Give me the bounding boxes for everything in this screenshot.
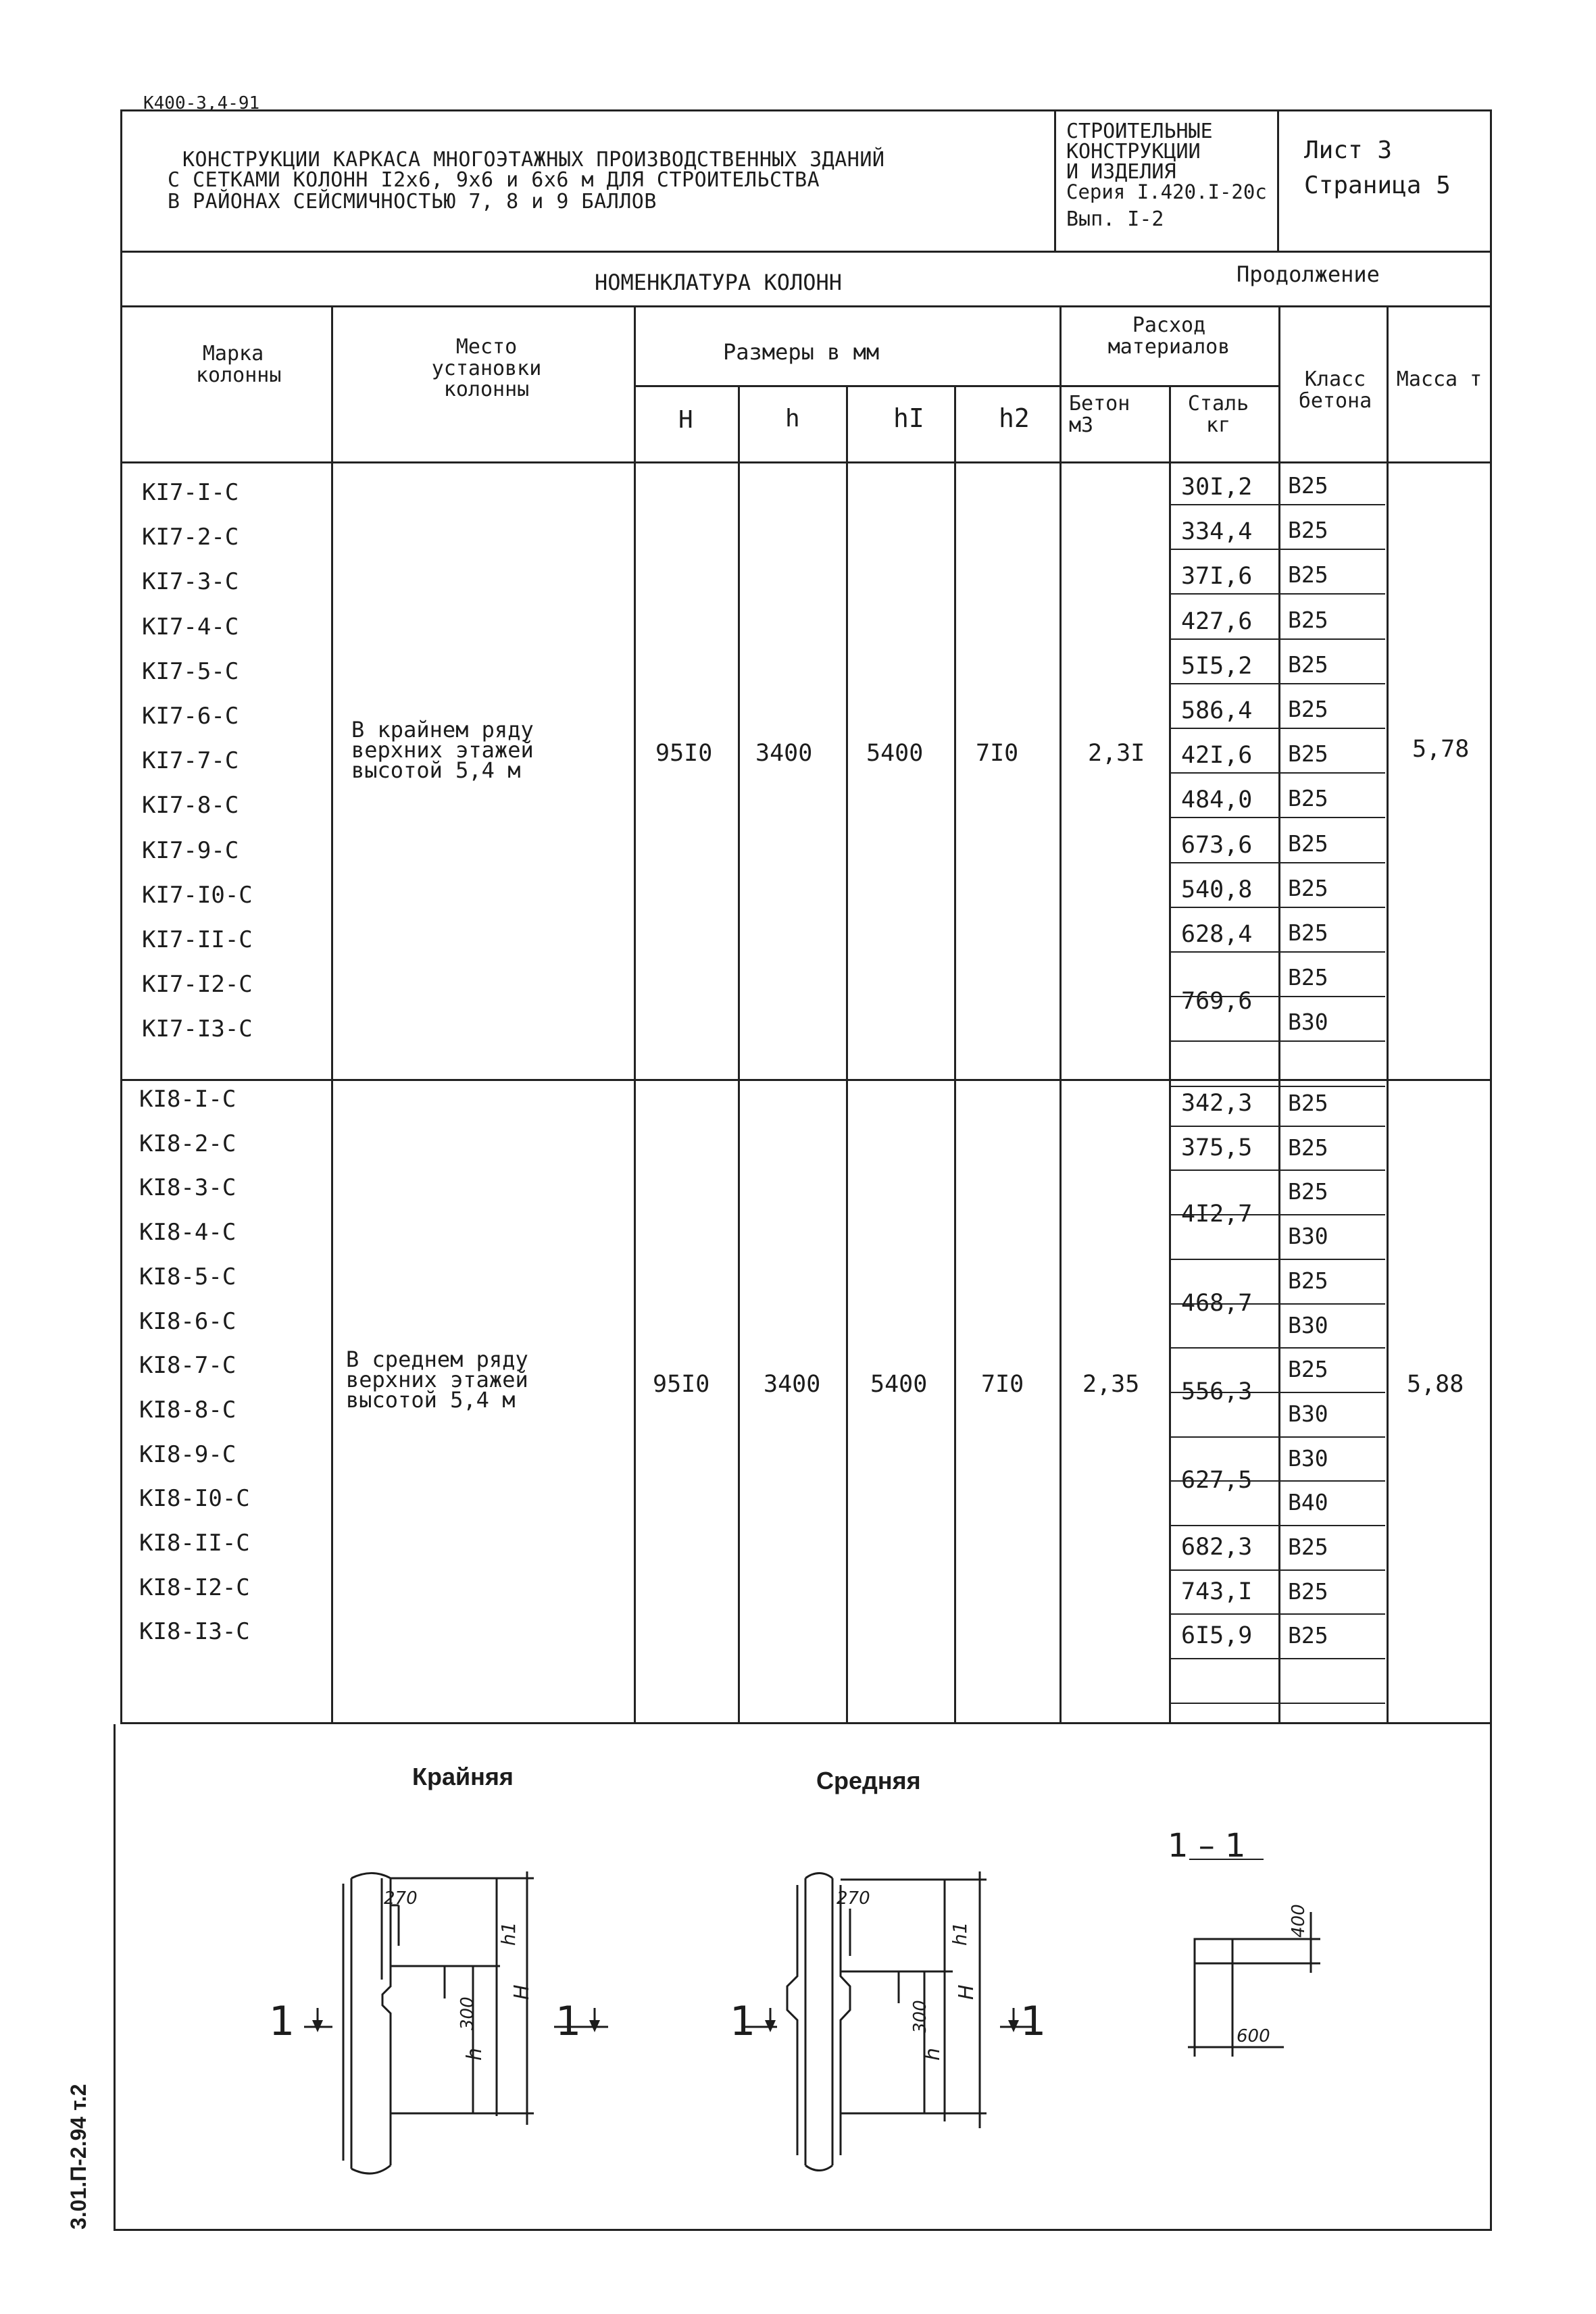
table-caption: НОМЕНКЛАТУРА КОЛОНН bbox=[595, 270, 843, 295]
col-header-mark: Марка колонны bbox=[196, 342, 282, 387]
concrete-class: В25 bbox=[1288, 606, 1328, 633]
dim-400: 400 bbox=[1289, 1904, 1309, 1938]
steel-value: 682,3 bbox=[1181, 1533, 1253, 1561]
concrete-class: В25 bbox=[1288, 561, 1328, 588]
concrete-class: В25 bbox=[1288, 1178, 1328, 1205]
dim-h-edge: h bbox=[463, 2047, 487, 2061]
concrete-class: В25 bbox=[1288, 1090, 1328, 1116]
group1-h: 3400 bbox=[755, 740, 813, 767]
cut-marker-middle-right: 1 bbox=[1020, 1998, 1047, 2045]
table-row-mark: КI7-3-С bbox=[142, 568, 239, 596]
table-row-mark: КI7-6-С bbox=[142, 703, 239, 730]
table-row-mark: КI7-5-С bbox=[142, 657, 239, 685]
concrete-class: В25 bbox=[1288, 696, 1328, 722]
group2-place-3: высотой 5,4 м bbox=[346, 1387, 516, 1413]
group2-mass: 5,88 bbox=[1407, 1371, 1464, 1398]
concrete-class: В25 bbox=[1288, 830, 1328, 857]
concrete-class: В25 bbox=[1288, 1578, 1328, 1605]
steel-value: 37I,6 bbox=[1181, 563, 1253, 590]
middle-column-label: Средняя bbox=[816, 1767, 921, 1794]
series-line-4: Серия I.420.I-20с bbox=[1066, 180, 1267, 203]
table-row-mark: КI8-6-С bbox=[139, 1307, 236, 1335]
col-header-steel: Сталь кг bbox=[1187, 392, 1249, 437]
group1-concrete: 2,3I bbox=[1088, 740, 1145, 767]
doc-code: К400-3,4-91 bbox=[143, 93, 260, 114]
concrete-class: В30 bbox=[1288, 1009, 1328, 1036]
concrete-class: В40 bbox=[1288, 1489, 1328, 1516]
concrete-class: В25 bbox=[1288, 1134, 1328, 1161]
table-row-mark: КI8-I3-С bbox=[139, 1618, 250, 1646]
group2-h: 3400 bbox=[764, 1371, 821, 1398]
edge-column-label: Крайняя bbox=[412, 1763, 514, 1790]
steel-value: 769,6 bbox=[1181, 988, 1253, 1015]
table-row-mark: КI7-I0-С bbox=[142, 881, 253, 909]
steel-value: 468,7 bbox=[1181, 1289, 1253, 1317]
table-row-mark: КI8-I-С bbox=[139, 1086, 236, 1113]
col-header-concrete: Бетон м3 bbox=[1069, 392, 1130, 437]
table-row-mark: КI7-II-С bbox=[142, 926, 253, 953]
group2-h1: 5400 bbox=[870, 1371, 928, 1398]
series-line-2: КОНСТРУКЦИИ bbox=[1066, 140, 1201, 164]
steel-value: 6I5,9 bbox=[1181, 1622, 1253, 1650]
dim-h1-middle: h1 bbox=[949, 1921, 971, 1946]
group2-H: 95I0 bbox=[653, 1371, 710, 1398]
dim-H-middle: H bbox=[955, 1984, 978, 2000]
group2-h2: 7I0 bbox=[981, 1371, 1024, 1398]
concrete-class: В30 bbox=[1288, 1400, 1328, 1427]
section-label: 1 – 1 bbox=[1168, 1827, 1246, 1865]
group2-place-1: В среднем ряду bbox=[346, 1347, 528, 1372]
table-row-mark: КI8-3-С bbox=[139, 1174, 236, 1202]
continuation-note: Продолжение bbox=[1237, 261, 1380, 287]
table-row-mark: КI7-I-С bbox=[142, 479, 239, 506]
dim-600: 600 bbox=[1237, 2026, 1270, 2046]
concrete-class: В25 bbox=[1288, 517, 1328, 544]
dim-270-edge: 270 bbox=[384, 1888, 418, 1909]
dim-H-edge: H bbox=[510, 1984, 534, 2000]
concrete-class: В30 bbox=[1288, 1223, 1328, 1250]
title-line-1: КОНСТРУКЦИИ КАРКАСА МНОГОЭТАЖНЫХ ПРОИЗВОДСТВЕННЫХ ЗДАНИЙ bbox=[182, 148, 885, 172]
dim-300-middle: 300 bbox=[910, 2000, 930, 2034]
table-row-mark: КI7-9-С bbox=[142, 836, 239, 864]
table-row-mark: КI7-2-С bbox=[142, 524, 239, 551]
group1-h1: 5400 bbox=[866, 740, 924, 767]
side-stamp: 3.01.П-2.94 т.2 bbox=[66, 2084, 91, 2230]
cut-marker-edge-left: 1 bbox=[269, 1998, 295, 2045]
series-line-1: СТРОИТЕЛЬНЫЕ bbox=[1066, 120, 1213, 143]
steel-value: 342,3 bbox=[1181, 1089, 1253, 1117]
dim-h1-edge: h1 bbox=[497, 1921, 520, 1946]
col-header-h2: h2 bbox=[999, 403, 1030, 433]
edge-column-outline bbox=[343, 1878, 391, 2169]
table-row-mark: КI8-9-С bbox=[139, 1440, 236, 1468]
steel-value: 484,0 bbox=[1181, 786, 1253, 814]
table-row-mark: КI7-4-С bbox=[142, 613, 239, 640]
middle-column-outline bbox=[787, 1878, 850, 2165]
steel-value: 42I,6 bbox=[1181, 742, 1253, 770]
steel-value: 673,6 bbox=[1181, 831, 1253, 859]
steel-value: 627,5 bbox=[1181, 1467, 1253, 1494]
concrete-class: В25 bbox=[1288, 651, 1328, 678]
group1-place-2: верхних этажей bbox=[351, 737, 534, 763]
col-header-h: h bbox=[785, 405, 800, 432]
concrete-class: В25 bbox=[1288, 740, 1328, 768]
concrete-class: В30 bbox=[1288, 1311, 1328, 1338]
table-row-mark: КI8-I2-С bbox=[139, 1574, 250, 1601]
steel-value: 427,6 bbox=[1181, 607, 1253, 635]
dim-300-edge: 300 bbox=[457, 1996, 478, 2030]
table-row-mark: КI8-8-С bbox=[139, 1396, 236, 1424]
table-row-mark: КI8-I0-С bbox=[139, 1485, 250, 1513]
concrete-class: В25 bbox=[1288, 1356, 1328, 1383]
concrete-class: В30 bbox=[1288, 1444, 1328, 1472]
group1-place-1: В крайнем ряду bbox=[351, 717, 534, 743]
table-row-mark: КI8-7-С bbox=[139, 1352, 236, 1380]
steel-value: 556,3 bbox=[1181, 1378, 1253, 1405]
steel-value: 30I,2 bbox=[1181, 474, 1253, 501]
concrete-class: В25 bbox=[1288, 785, 1328, 812]
steel-value: 375,5 bbox=[1181, 1134, 1253, 1161]
table-row-mark: КI7-7-С bbox=[142, 747, 239, 775]
col-header-mass: Масса т bbox=[1396, 368, 1482, 391]
steel-value: 4I2,7 bbox=[1181, 1201, 1253, 1228]
steel-value: 5I5,2 bbox=[1181, 652, 1253, 680]
table-row-mark: КI7-I3-С bbox=[142, 1015, 253, 1043]
group2-place-2: верхних этажей bbox=[346, 1367, 528, 1392]
group2-concrete: 2,35 bbox=[1082, 1371, 1140, 1398]
concrete-class: В25 bbox=[1288, 874, 1328, 901]
section-rect bbox=[1195, 1939, 1232, 1963]
col-header-sizes: Размеры в мм bbox=[723, 339, 880, 365]
title-line-2: С СЕТКАМИ КОЛОНН I2x6, 9x6 и 6x6 м ДЛЯ СТРОИТЕЛЬСТВА bbox=[168, 168, 820, 192]
sheet-number: Лист 3 bbox=[1304, 136, 1393, 164]
cut-marker-edge-right: 1 bbox=[555, 1998, 582, 2045]
group1-mass: 5,78 bbox=[1412, 736, 1470, 763]
dim-h-middle: h bbox=[921, 2047, 945, 2061]
dim-270-middle: 270 bbox=[837, 1888, 870, 1909]
steel-value: 586,4 bbox=[1181, 697, 1253, 724]
table-row-mark: КI8-2-С bbox=[139, 1130, 236, 1157]
table-row-mark: КI8-4-С bbox=[139, 1219, 236, 1247]
group1-H: 95I0 bbox=[655, 740, 713, 767]
cut-marker-middle-left: 1 bbox=[730, 1998, 756, 2045]
steel-value: 628,4 bbox=[1181, 921, 1253, 948]
title-line-3: В РАЙОНАХ СЕЙСМИЧНОСТЬЮ 7, 8 и 9 БАЛЛОВ bbox=[168, 190, 657, 213]
col-header-materials: Расход материалов bbox=[1107, 313, 1230, 359]
steel-value: 743,I bbox=[1181, 1578, 1253, 1605]
col-header-class: Класс бетона bbox=[1298, 368, 1372, 413]
table-row-mark: КI7-8-С bbox=[142, 792, 239, 820]
concrete-class: В25 bbox=[1288, 920, 1328, 946]
series-line-5: Вып. I-2 bbox=[1066, 207, 1164, 231]
concrete-class: В25 bbox=[1288, 964, 1328, 991]
concrete-class: В25 bbox=[1288, 1267, 1328, 1294]
col-header-H: Н bbox=[678, 406, 693, 434]
page-number: Страница 5 bbox=[1304, 172, 1451, 199]
table-row-mark: КI7-I2-С bbox=[142, 971, 253, 999]
series-line-3: И ИЗДЕЛИЯ bbox=[1066, 160, 1176, 184]
concrete-class: В25 bbox=[1288, 1534, 1328, 1560]
steel-value: 540,8 bbox=[1181, 876, 1253, 903]
group1-place-3: высотой 5,4 м bbox=[351, 757, 521, 783]
steel-value: 334,4 bbox=[1181, 518, 1253, 546]
table-row-mark: КI8-II-С bbox=[139, 1530, 250, 1557]
col-header-h1: hI bbox=[893, 403, 924, 433]
concrete-class: В25 bbox=[1288, 1622, 1328, 1649]
group1-h2: 7I0 bbox=[976, 740, 1019, 767]
col-header-place: Место установки колонны bbox=[431, 335, 542, 401]
table-row-mark: КI8-5-С bbox=[139, 1263, 236, 1290]
concrete-class: В25 bbox=[1288, 472, 1328, 499]
